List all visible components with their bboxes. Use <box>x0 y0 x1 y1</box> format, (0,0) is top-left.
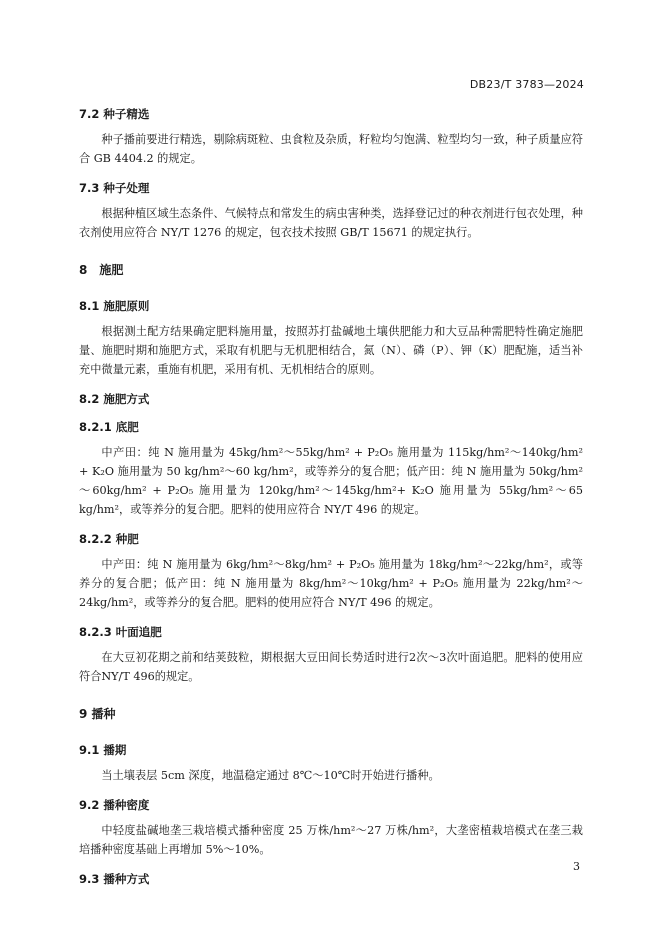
heading-9: 9 播种 <box>79 707 116 721</box>
heading-8-2-2: 8.2.2 种肥 <box>79 532 139 546</box>
paragraph-8-2-2: 中产田：纯 N 施用量为 6kg/hm²～8kg/hm² + P₂O₅ 施用量为 18kg/hm²～22kg/hm²，或等养分的复合肥；低产田：纯 N 施用量为 8kg/hm²～10kg/hm² + P₂O₅ 施用量为 22kg/hm²～24kg/hm²，或等养分的复合肥。肥料的使用应符合 NY/T 496 的规定。 <box>79 558 583 609</box>
heading-8-2: 8.2 施肥方式 <box>79 392 150 406</box>
paragraph-8-1: 根据测土配方结果确定肥料施用量，按照苏打盐碱地土壤供肥能力和大豆品种需肥特性确定施肥量、施肥时期和施肥方式，采取有机肥与无机肥相结合，氮（N）、磷（P）、钾（K）肥配施，适当补充中微量元素，重施有机肥，采用有机、无机相结合的原则。 <box>79 325 583 376</box>
heading-8-1: 8.1 施肥原则 <box>79 299 150 313</box>
paragraph-7-3: 根据种植区域生态条件、气候特点和常发生的病虫害种类，选择登记过的种衣剂进行包衣处理，种衣剂使用应符合 NY/T 1276 的规定，包衣技术按照 GB/T 15671 的规定执行。 <box>79 207 583 239</box>
heading-9-3: 9.3 播种方式 <box>79 872 150 886</box>
heading-8-2-3: 8.2.3 叶面追肥 <box>79 625 162 639</box>
paragraph-8-2-3: 在大豆初花期之前和结荚鼓粒，期根据大豆田间长势适时进行2次～3次叶面追肥。肥料的使用应符合NY/T 496的规定。 <box>79 651 583 683</box>
paragraph-9-2: 中轻度盐碱地垄三栽培模式播种密度 25 万株/hm²～27 万株/hm²，大垄密植栽培模式在垄三栽培播种密度基础上再增加 5%～10%。 <box>79 824 583 856</box>
heading-7-3: 7.3 种子处理 <box>79 181 150 195</box>
document-code: DB23/T 3783—2024 <box>469 78 584 91</box>
paragraph-8-2-1: 中产田：纯 N 施用量为 45kg/hm²～55kg/hm² + P₂O₅ 施用量为 115kg/hm²～140kg/hm² + K₂O 施用量为 50 kg/hm²～60 kg/hm²，或等养分的复合肥；低产田：纯 N 施用量为 50kg/hm²～60kg/hm² + P₂O₅ 施用量为 120kg/hm²～145kg/hm²+ K₂O 施用量为 55kg/hm²～65 kg/hm²，或等养分的复合肥。肥料的使用应符合 NY/T 496 的规定。 <box>79 446 583 516</box>
page-number: 3 <box>573 860 580 873</box>
paragraph-7-2: 种子播前要进行精选，剔除病斑粒、虫食粒及杂质，籽粒均匀饱满、粒型均匀一致，种子质量应符合 GB 4404.2 的规定。 <box>79 133 583 165</box>
document-body <box>79 106 583 887</box>
heading-8: 8 施肥 <box>79 263 124 277</box>
heading-8-2-1: 8.2.1 底肥 <box>79 420 139 434</box>
heading-7-2: 7.2 种子精选 <box>79 107 150 121</box>
paragraph-9-1: 当土壤表层 5cm 深度，地温稳定通过 8℃～10℃时开始进行播种。 <box>101 769 440 782</box>
heading-9-2: 9.2 播种密度 <box>79 798 150 812</box>
heading-9-1: 9.1 播期 <box>79 743 127 757</box>
